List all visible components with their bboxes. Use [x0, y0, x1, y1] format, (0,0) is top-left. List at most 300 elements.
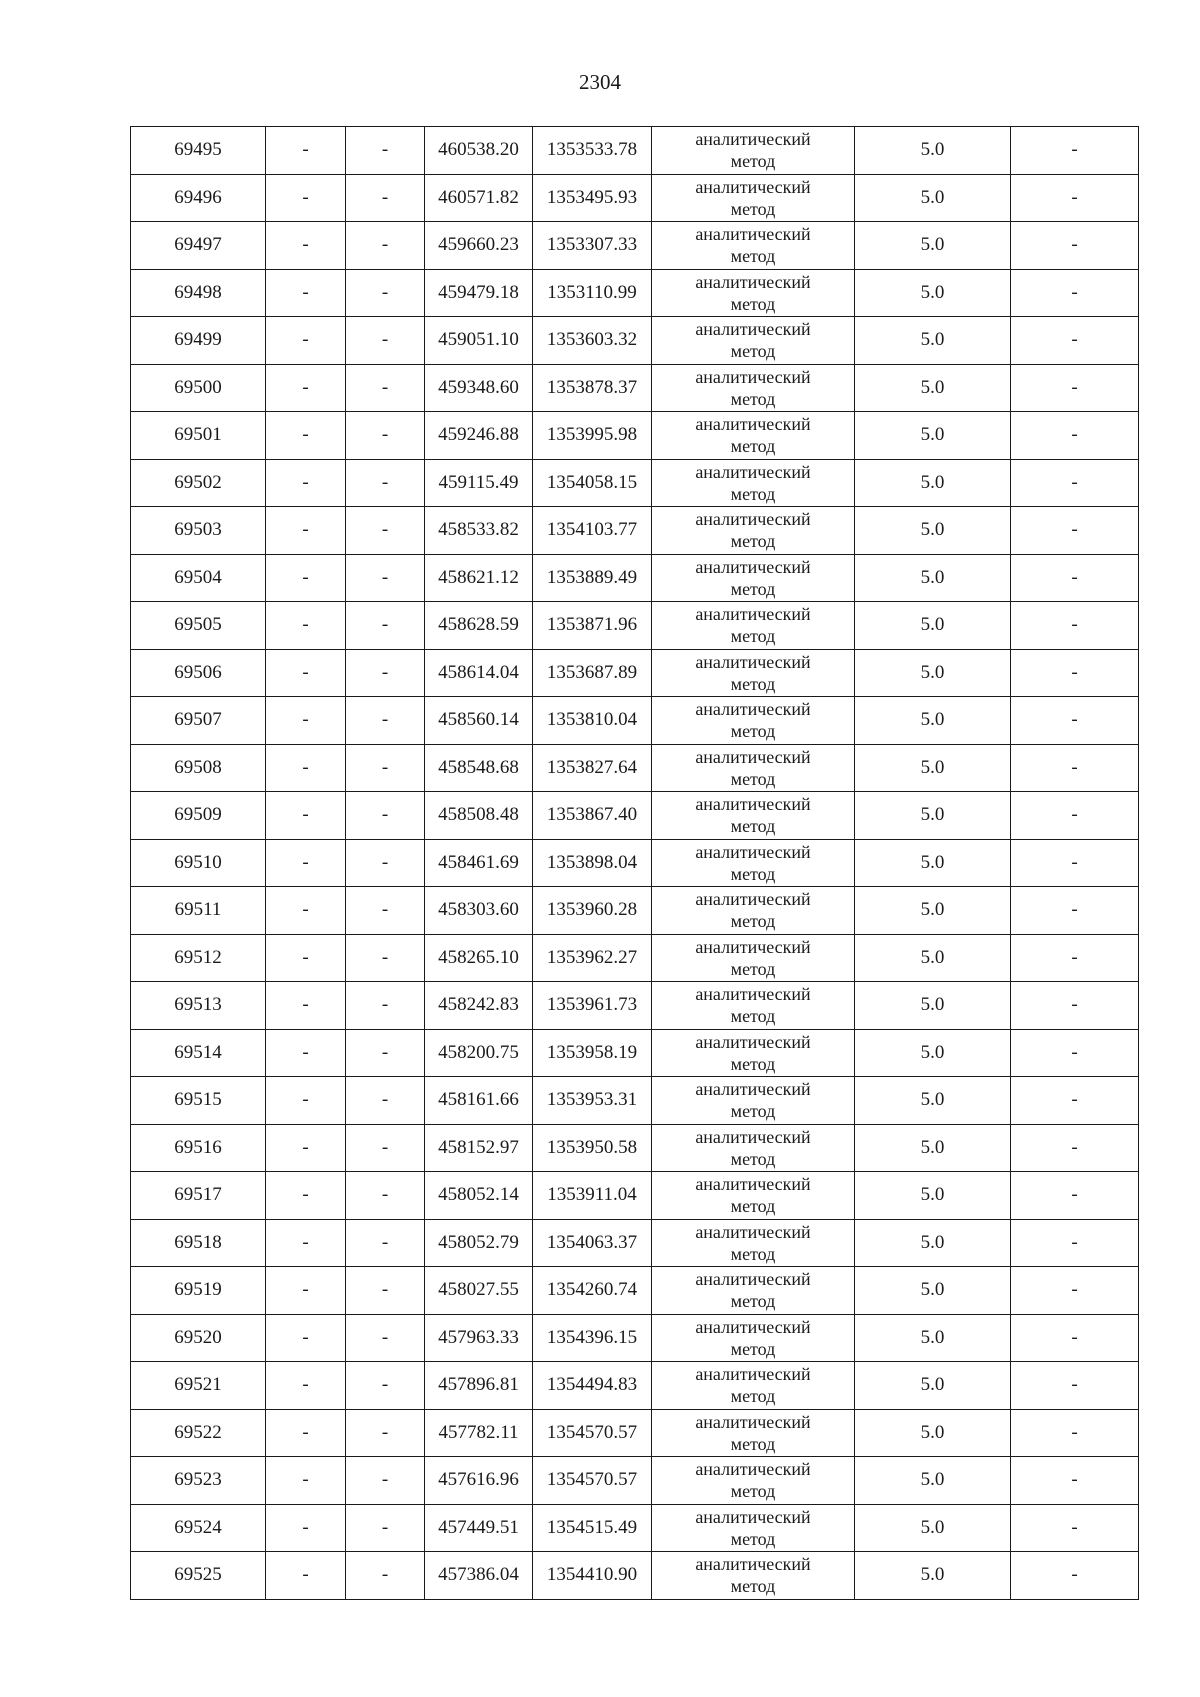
x-coordinate-cell: 458052.79	[425, 1219, 533, 1267]
column-2-cell: -	[266, 364, 346, 412]
column-8-cell: -	[1011, 839, 1139, 887]
x-coordinate-cell: 458533.82	[425, 507, 533, 555]
x-coordinate-cell: 458548.68	[425, 744, 533, 792]
column-3-cell: -	[346, 1314, 425, 1362]
column-3-cell: -	[346, 744, 425, 792]
accuracy-cell: 5.0	[855, 792, 1011, 840]
y-coordinate-cell: 1353871.96	[533, 602, 652, 650]
table-row	[131, 364, 1139, 412]
column-3-cell: -	[346, 887, 425, 935]
y-coordinate-cell: 1354058.15	[533, 459, 652, 507]
y-coordinate-cell: 1353960.28	[533, 887, 652, 935]
column-8-cell: -	[1011, 554, 1139, 602]
method-line-1: аналитический	[695, 889, 811, 910]
column-2-cell: -	[266, 1552, 346, 1600]
method-line-2: метод	[730, 1433, 776, 1454]
method-line-2: метод	[730, 293, 776, 314]
accuracy-cell: 5.0	[855, 839, 1011, 887]
method-cell	[652, 1219, 855, 1267]
column-2-cell: -	[266, 1409, 346, 1457]
column-2-cell: -	[266, 1267, 346, 1315]
column-3-cell: -	[346, 1504, 425, 1552]
column-2-cell: -	[266, 412, 346, 460]
y-coordinate-cell: 1353898.04	[533, 839, 652, 887]
table-row	[131, 1314, 1139, 1362]
accuracy-cell: 5.0	[855, 1219, 1011, 1267]
method-cell	[652, 1552, 855, 1600]
method-cell	[652, 412, 855, 460]
table-row	[131, 744, 1139, 792]
point-number-cell: 69502	[131, 459, 266, 507]
point-number-cell: 69506	[131, 649, 266, 697]
x-coordinate-cell: 458200.75	[425, 1029, 533, 1077]
x-coordinate-cell: 457616.96	[425, 1457, 533, 1505]
accuracy-cell: 5.0	[855, 1029, 1011, 1077]
point-number-cell: 69516	[131, 1124, 266, 1172]
method-cell	[652, 934, 855, 982]
method-line-2: метод	[730, 1053, 776, 1074]
column-2-cell: -	[266, 1362, 346, 1410]
y-coordinate-cell: 1354260.74	[533, 1267, 652, 1315]
table-body	[131, 127, 1139, 1600]
method-line-2: метод	[730, 341, 776, 362]
column-8-cell: -	[1011, 174, 1139, 222]
column-2-cell: -	[266, 602, 346, 650]
table-row	[131, 1267, 1139, 1315]
accuracy-cell: 5.0	[855, 317, 1011, 365]
method-line-1: аналитический	[695, 509, 811, 530]
y-coordinate-cell: 1354570.57	[533, 1457, 652, 1505]
method-cell	[652, 887, 855, 935]
method-line-1: аналитический	[695, 1506, 811, 1527]
method-cell	[652, 1124, 855, 1172]
table-row	[131, 459, 1139, 507]
method-line-1: аналитический	[695, 651, 811, 672]
column-3-cell: -	[346, 792, 425, 840]
column-3-cell: -	[346, 1077, 425, 1125]
method-line-1: аналитический	[695, 746, 811, 767]
table-row	[131, 174, 1139, 222]
y-coordinate-cell: 1353867.40	[533, 792, 652, 840]
method-line-1: аналитический	[695, 1126, 811, 1147]
x-coordinate-cell: 458027.55	[425, 1267, 533, 1315]
column-8-cell: -	[1011, 982, 1139, 1030]
accuracy-cell: 5.0	[855, 507, 1011, 555]
method-cell	[652, 649, 855, 697]
column-2-cell: -	[266, 1172, 346, 1220]
method-cell	[652, 1409, 855, 1457]
method-line-1: аналитический	[695, 699, 811, 720]
point-number-cell: 69503	[131, 507, 266, 555]
table-row	[131, 792, 1139, 840]
accuracy-cell: 5.0	[855, 887, 1011, 935]
method-line-1: аналитический	[695, 224, 811, 245]
column-8-cell: -	[1011, 412, 1139, 460]
point-number-cell: 69509	[131, 792, 266, 840]
column-8-cell: -	[1011, 744, 1139, 792]
method-cell	[652, 317, 855, 365]
page-number: 2304	[579, 70, 621, 94]
column-3-cell: -	[346, 269, 425, 317]
x-coordinate-cell: 459246.88	[425, 412, 533, 460]
method-line-1: аналитический	[695, 1459, 811, 1480]
point-number-cell: 69514	[131, 1029, 266, 1077]
point-number-cell: 69517	[131, 1172, 266, 1220]
column-2-cell: -	[266, 174, 346, 222]
column-3-cell: -	[346, 222, 425, 270]
y-coordinate-cell: 1354063.37	[533, 1219, 652, 1267]
table-row	[131, 1457, 1139, 1505]
column-8-cell: -	[1011, 1124, 1139, 1172]
y-coordinate-cell: 1353307.33	[533, 222, 652, 270]
column-8-cell: -	[1011, 459, 1139, 507]
method-cell	[652, 1029, 855, 1077]
x-coordinate-cell: 458052.14	[425, 1172, 533, 1220]
method-line-2: метод	[730, 721, 776, 742]
method-line-2: метод	[730, 531, 776, 552]
column-3-cell: -	[346, 174, 425, 222]
y-coordinate-cell: 1353687.89	[533, 649, 652, 697]
x-coordinate-cell: 460538.20	[425, 127, 533, 175]
method-cell	[652, 1504, 855, 1552]
method-line-1: аналитический	[695, 1079, 811, 1100]
column-3-cell: -	[346, 839, 425, 887]
table-row	[131, 1172, 1139, 1220]
table-row	[131, 1362, 1139, 1410]
column-8-cell: -	[1011, 1219, 1139, 1267]
y-coordinate-cell: 1353889.49	[533, 554, 652, 602]
x-coordinate-cell: 458621.12	[425, 554, 533, 602]
column-3-cell: -	[346, 649, 425, 697]
accuracy-cell: 5.0	[855, 554, 1011, 602]
x-coordinate-cell: 457963.33	[425, 1314, 533, 1362]
table-row	[131, 1219, 1139, 1267]
column-2-cell: -	[266, 317, 346, 365]
y-coordinate-cell: 1354103.77	[533, 507, 652, 555]
method-line-1: аналитический	[695, 604, 811, 625]
column-8-cell: -	[1011, 1314, 1139, 1362]
point-number-cell: 69515	[131, 1077, 266, 1125]
column-2-cell: -	[266, 934, 346, 982]
point-number-cell: 69518	[131, 1219, 266, 1267]
column-8-cell: -	[1011, 1267, 1139, 1315]
x-coordinate-cell: 457386.04	[425, 1552, 533, 1600]
accuracy-cell: 5.0	[855, 269, 1011, 317]
method-line-2: метод	[730, 1006, 776, 1027]
method-cell	[652, 982, 855, 1030]
accuracy-cell: 5.0	[855, 222, 1011, 270]
method-cell	[652, 459, 855, 507]
method-line-2: метод	[730, 1148, 776, 1169]
column-8-cell: -	[1011, 1029, 1139, 1077]
table-row	[131, 982, 1139, 1030]
y-coordinate-cell: 1353958.19	[533, 1029, 652, 1077]
method-line-2: метод	[730, 626, 776, 647]
point-number-cell: 69510	[131, 839, 266, 887]
accuracy-cell: 5.0	[855, 697, 1011, 745]
table-row	[131, 269, 1139, 317]
point-number-cell: 69496	[131, 174, 266, 222]
accuracy-cell: 5.0	[855, 1077, 1011, 1125]
table-row	[131, 887, 1139, 935]
column-3-cell: -	[346, 364, 425, 412]
method-cell	[652, 839, 855, 887]
column-3-cell: -	[346, 1029, 425, 1077]
column-8-cell: -	[1011, 602, 1139, 650]
column-8-cell: -	[1011, 1504, 1139, 1552]
y-coordinate-cell: 1353962.27	[533, 934, 652, 982]
method-cell	[652, 1314, 855, 1362]
point-number-cell: 69507	[131, 697, 266, 745]
accuracy-cell: 5.0	[855, 1172, 1011, 1220]
column-2-cell: -	[266, 222, 346, 270]
column-2-cell: -	[266, 982, 346, 1030]
column-8-cell: -	[1011, 697, 1139, 745]
table-row	[131, 697, 1139, 745]
accuracy-cell: 5.0	[855, 1124, 1011, 1172]
method-line-1: аналитический	[695, 841, 811, 862]
column-2-cell: -	[266, 887, 346, 935]
column-8-cell: -	[1011, 127, 1139, 175]
point-number-cell: 69508	[131, 744, 266, 792]
point-number-cell: 69497	[131, 222, 266, 270]
accuracy-cell: 5.0	[855, 1552, 1011, 1600]
column-8-cell: -	[1011, 1362, 1139, 1410]
x-coordinate-cell: 458265.10	[425, 934, 533, 982]
column-2-cell: -	[266, 1314, 346, 1362]
x-coordinate-cell: 458242.83	[425, 982, 533, 1030]
column-3-cell: -	[346, 1267, 425, 1315]
method-cell	[652, 792, 855, 840]
point-number-cell: 69522	[131, 1409, 266, 1457]
method-line-1: аналитический	[695, 1554, 811, 1575]
method-line-2: метод	[730, 1528, 776, 1549]
x-coordinate-cell: 459660.23	[425, 222, 533, 270]
x-coordinate-cell: 457896.81	[425, 1362, 533, 1410]
method-line-1: аналитический	[695, 794, 811, 815]
method-line-2: метод	[730, 1243, 776, 1264]
y-coordinate-cell: 1353533.78	[533, 127, 652, 175]
y-coordinate-cell: 1353995.98	[533, 412, 652, 460]
column-2-cell: -	[266, 697, 346, 745]
y-coordinate-cell: 1353950.58	[533, 1124, 652, 1172]
y-coordinate-cell: 1353911.04	[533, 1172, 652, 1220]
column-8-cell: -	[1011, 1077, 1139, 1125]
method-line-1: аналитический	[695, 1221, 811, 1242]
y-coordinate-cell: 1353961.73	[533, 982, 652, 1030]
method-line-2: метод	[730, 1196, 776, 1217]
method-line-2: метод	[730, 578, 776, 599]
column-3-cell: -	[346, 697, 425, 745]
column-2-cell: -	[266, 1504, 346, 1552]
y-coordinate-cell: 1353495.93	[533, 174, 652, 222]
method-line-1: аналитический	[695, 984, 811, 1005]
table-row	[131, 1077, 1139, 1125]
point-number-cell: 69500	[131, 364, 266, 412]
table-row	[131, 1409, 1139, 1457]
table-row	[131, 934, 1139, 982]
method-line-1: аналитический	[695, 1174, 811, 1195]
column-8-cell: -	[1011, 1552, 1139, 1600]
point-number-cell: 69523	[131, 1457, 266, 1505]
x-coordinate-cell: 459115.49	[425, 459, 533, 507]
column-2-cell: -	[266, 1219, 346, 1267]
method-line-1: аналитический	[695, 461, 811, 482]
column-8-cell: -	[1011, 317, 1139, 365]
column-3-cell: -	[346, 602, 425, 650]
method-line-2: метод	[730, 388, 776, 409]
method-line-2: метод	[730, 246, 776, 267]
point-number-cell: 69499	[131, 317, 266, 365]
column-3-cell: -	[346, 1172, 425, 1220]
method-line-2: метод	[730, 1386, 776, 1407]
method-line-1: аналитический	[695, 414, 811, 435]
column-8-cell: -	[1011, 934, 1139, 982]
point-number-cell: 69513	[131, 982, 266, 1030]
y-coordinate-cell: 1354410.90	[533, 1552, 652, 1600]
column-3-cell: -	[346, 554, 425, 602]
point-number-cell: 69505	[131, 602, 266, 650]
method-cell	[652, 697, 855, 745]
method-line-1: аналитический	[695, 1411, 811, 1432]
column-3-cell: -	[346, 982, 425, 1030]
accuracy-cell: 5.0	[855, 602, 1011, 650]
x-coordinate-cell: 458461.69	[425, 839, 533, 887]
column-3-cell: -	[346, 934, 425, 982]
column-8-cell: -	[1011, 649, 1139, 697]
method-line-2: метод	[730, 483, 776, 504]
y-coordinate-cell: 1354396.15	[533, 1314, 652, 1362]
method-line-2: метод	[730, 911, 776, 932]
x-coordinate-cell: 458628.59	[425, 602, 533, 650]
column-3-cell: -	[346, 507, 425, 555]
point-number-cell: 69498	[131, 269, 266, 317]
y-coordinate-cell: 1353810.04	[533, 697, 652, 745]
column-8-cell: -	[1011, 269, 1139, 317]
method-cell	[652, 554, 855, 602]
method-line-2: метод	[730, 1576, 776, 1597]
column-2-cell: -	[266, 1077, 346, 1125]
table-row	[131, 222, 1139, 270]
accuracy-cell: 5.0	[855, 1409, 1011, 1457]
column-3-cell: -	[346, 317, 425, 365]
column-8-cell: -	[1011, 792, 1139, 840]
column-3-cell: -	[346, 1409, 425, 1457]
accuracy-cell: 5.0	[855, 1314, 1011, 1362]
point-number-cell: 69495	[131, 127, 266, 175]
y-coordinate-cell: 1354515.49	[533, 1504, 652, 1552]
column-2-cell: -	[266, 1029, 346, 1077]
accuracy-cell: 5.0	[855, 934, 1011, 982]
method-line-2: метод	[730, 673, 776, 694]
method-line-2: метод	[730, 958, 776, 979]
column-3-cell: -	[346, 127, 425, 175]
y-coordinate-cell: 1353953.31	[533, 1077, 652, 1125]
point-number-cell: 69512	[131, 934, 266, 982]
method-line-1: аналитический	[695, 1031, 811, 1052]
accuracy-cell: 5.0	[855, 459, 1011, 507]
column-3-cell: -	[346, 1457, 425, 1505]
point-number-cell: 69501	[131, 412, 266, 460]
y-coordinate-cell: 1353110.99	[533, 269, 652, 317]
method-cell	[652, 1457, 855, 1505]
method-cell	[652, 127, 855, 175]
y-coordinate-cell: 1353878.37	[533, 364, 652, 412]
column-2-cell: -	[266, 839, 346, 887]
column-8-cell: -	[1011, 1457, 1139, 1505]
table-row	[131, 602, 1139, 650]
x-coordinate-cell: 457449.51	[425, 1504, 533, 1552]
method-cell	[652, 1362, 855, 1410]
column-2-cell: -	[266, 507, 346, 555]
method-line-1: аналитический	[695, 1269, 811, 1290]
column-3-cell: -	[346, 412, 425, 460]
point-number-cell: 69520	[131, 1314, 266, 1362]
point-number-cell: 69521	[131, 1362, 266, 1410]
table-row	[131, 1552, 1139, 1600]
method-line-1: аналитический	[695, 1316, 811, 1337]
accuracy-cell: 5.0	[855, 364, 1011, 412]
x-coordinate-cell: 457782.11	[425, 1409, 533, 1457]
method-line-2: метод	[730, 1481, 776, 1502]
method-line-1: аналитический	[695, 556, 811, 577]
column-3-cell: -	[346, 459, 425, 507]
column-8-cell: -	[1011, 364, 1139, 412]
accuracy-cell: 5.0	[855, 649, 1011, 697]
accuracy-cell: 5.0	[855, 1457, 1011, 1505]
y-coordinate-cell: 1354570.57	[533, 1409, 652, 1457]
accuracy-cell: 5.0	[855, 744, 1011, 792]
method-line-1: аналитический	[695, 319, 811, 340]
table-row	[131, 1029, 1139, 1077]
method-line-2: метод	[730, 1101, 776, 1122]
y-coordinate-cell: 1353603.32	[533, 317, 652, 365]
method-line-1: аналитический	[695, 129, 811, 150]
coordinates-table	[130, 126, 1139, 1600]
point-number-cell: 69519	[131, 1267, 266, 1315]
column-2-cell: -	[266, 792, 346, 840]
method-cell	[652, 269, 855, 317]
method-line-2: метод	[730, 198, 776, 219]
point-number-cell: 69511	[131, 887, 266, 935]
table-row	[131, 317, 1139, 365]
table-row	[131, 412, 1139, 460]
x-coordinate-cell: 459479.18	[425, 269, 533, 317]
point-number-cell: 69504	[131, 554, 266, 602]
column-2-cell: -	[266, 1457, 346, 1505]
point-number-cell: 69525	[131, 1552, 266, 1600]
accuracy-cell: 5.0	[855, 1362, 1011, 1410]
method-cell	[652, 222, 855, 270]
method-line-2: метод	[730, 436, 776, 457]
method-cell	[652, 744, 855, 792]
table-row	[131, 127, 1139, 175]
column-2-cell: -	[266, 269, 346, 317]
method-line-1: аналитический	[695, 176, 811, 197]
column-3-cell: -	[346, 1124, 425, 1172]
method-line-1: аналитический	[695, 936, 811, 957]
column-2-cell: -	[266, 554, 346, 602]
column-2-cell: -	[266, 127, 346, 175]
column-3-cell: -	[346, 1362, 425, 1410]
column-2-cell: -	[266, 649, 346, 697]
method-cell	[652, 364, 855, 412]
x-coordinate-cell: 458161.66	[425, 1077, 533, 1125]
column-8-cell: -	[1011, 1172, 1139, 1220]
x-coordinate-cell: 458508.48	[425, 792, 533, 840]
table-row	[131, 1124, 1139, 1172]
column-2-cell: -	[266, 1124, 346, 1172]
